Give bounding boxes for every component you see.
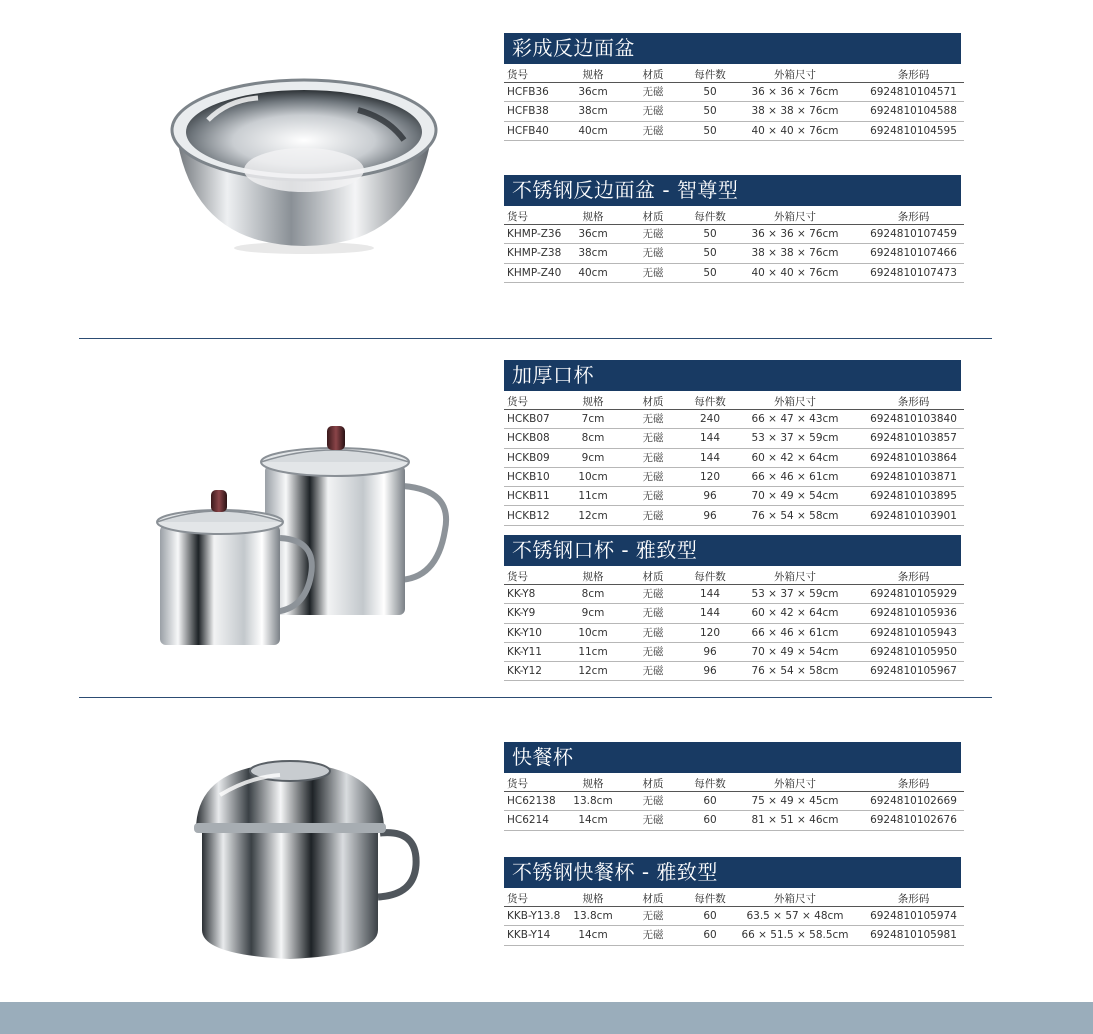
cell-item-no: HC6214	[504, 811, 573, 830]
section-divider	[79, 697, 992, 698]
header-item-no: 货号	[504, 391, 573, 410]
table-row	[504, 662, 964, 681]
cell-barcode: 6924810105929	[863, 585, 964, 604]
product-block-mug-yazhi	[504, 535, 961, 681]
cell-qty: 120	[693, 623, 727, 642]
cell-carton: 60 × 42 × 64cm	[727, 604, 863, 623]
product-block-basin-zhizun	[504, 175, 961, 283]
cell-barcode: 6924810103901	[863, 506, 964, 525]
cell-item-no: HCKB07	[504, 410, 573, 429]
header-barcode: 条形码	[863, 391, 964, 410]
cell-carton: 66 × 51.5 × 58.5cm	[727, 926, 863, 945]
cell-carton: 76 × 54 × 58cm	[727, 506, 863, 525]
header-material: 材质	[613, 773, 693, 792]
cell-material: 无磁	[613, 506, 693, 525]
cell-item-no: KHMP-Z38	[504, 244, 573, 263]
cell-barcode: 6924810104588	[863, 102, 964, 121]
spec-table	[504, 773, 964, 831]
cell-size: 10cm	[573, 623, 613, 642]
cell-material: 无磁	[613, 225, 693, 244]
cell-qty: 120	[693, 467, 727, 486]
cell-size: 13.8cm	[573, 907, 613, 926]
product-title: 不锈钢口杯 - 雅致型	[504, 535, 961, 566]
table-row	[504, 429, 964, 448]
spec-table	[504, 64, 964, 141]
header-qty: 每件数	[693, 888, 727, 907]
cell-carton: 53 × 37 × 59cm	[727, 429, 863, 448]
table-row	[504, 642, 964, 661]
cell-size: 14cm	[573, 811, 613, 830]
header-carton: 外箱尺寸	[727, 64, 863, 83]
cell-material: 无磁	[613, 604, 693, 623]
product-block-thick-mug	[504, 360, 961, 526]
cell-material: 无磁	[613, 121, 693, 140]
table-row	[504, 487, 964, 506]
spec-table	[504, 888, 964, 946]
table-row	[504, 926, 964, 945]
cell-carton: 38 × 38 × 76cm	[727, 244, 863, 263]
header-qty: 每件数	[693, 391, 727, 410]
cell-carton: 66 × 47 × 43cm	[727, 410, 863, 429]
cell-material: 无磁	[613, 263, 693, 282]
section-divider	[79, 338, 992, 339]
table-row	[504, 811, 964, 830]
lunch-cup-icon	[190, 755, 425, 970]
header-size: 规格	[573, 206, 613, 225]
table-row	[504, 506, 964, 525]
cell-material: 无磁	[613, 487, 693, 506]
cell-item-no: KKB-Y13.8	[504, 907, 573, 926]
cell-barcode: 6924810105936	[863, 604, 964, 623]
header-barcode: 条形码	[863, 566, 964, 585]
cell-item-no: HCKB10	[504, 467, 573, 486]
table-header-row	[504, 64, 964, 83]
table-row	[504, 585, 964, 604]
cell-size: 13.8cm	[573, 792, 613, 811]
cell-material: 无磁	[613, 467, 693, 486]
product-title: 不锈钢反边面盆 - 智尊型	[504, 175, 961, 206]
table-row	[504, 121, 964, 140]
product-block-basin	[504, 33, 961, 141]
cell-material: 无磁	[613, 448, 693, 467]
header-material: 材质	[613, 888, 693, 907]
cell-size: 7cm	[573, 410, 613, 429]
product-title: 彩成反边面盆	[504, 33, 961, 64]
cell-size: 38cm	[573, 102, 613, 121]
header-carton: 外箱尺寸	[727, 206, 863, 225]
footer-band	[0, 1002, 1093, 1034]
cell-material: 无磁	[613, 811, 693, 830]
header-qty: 每件数	[693, 773, 727, 792]
header-barcode: 条形码	[863, 773, 964, 792]
cell-size: 12cm	[573, 506, 613, 525]
cell-item-no: KK-Y8	[504, 585, 573, 604]
cell-material: 无磁	[613, 83, 693, 102]
table-row	[504, 604, 964, 623]
product-title: 快餐杯	[504, 742, 961, 773]
table-header-row	[504, 888, 964, 907]
table-row	[504, 225, 964, 244]
cell-material: 无磁	[613, 792, 693, 811]
cell-qty: 144	[693, 585, 727, 604]
cell-barcode: 6924810105974	[863, 907, 964, 926]
cell-barcode: 6924810102676	[863, 811, 964, 830]
product-block-lunch-cup-yazhi	[504, 857, 961, 946]
cell-size: 9cm	[573, 604, 613, 623]
cell-qty: 50	[693, 121, 727, 140]
header-material: 材质	[613, 206, 693, 225]
cell-item-no: KKB-Y14	[504, 926, 573, 945]
cell-item-no: HCFB40	[504, 121, 573, 140]
cell-material: 无磁	[613, 429, 693, 448]
table-header-row	[504, 566, 964, 585]
cell-carton: 36 × 36 × 76cm	[727, 225, 863, 244]
header-barcode: 条形码	[863, 64, 964, 83]
cell-size: 9cm	[573, 448, 613, 467]
cell-size: 12cm	[573, 662, 613, 681]
cell-carton: 40 × 40 × 76cm	[727, 121, 863, 140]
cell-item-no: HCKB09	[504, 448, 573, 467]
cell-material: 无磁	[613, 662, 693, 681]
cell-barcode: 6924810105981	[863, 926, 964, 945]
cell-barcode: 6924810105943	[863, 623, 964, 642]
table-row	[504, 448, 964, 467]
table-row	[504, 792, 964, 811]
cell-qty: 60	[693, 811, 727, 830]
cell-carton: 70 × 49 × 54cm	[727, 642, 863, 661]
cell-item-no: HCKB11	[504, 487, 573, 506]
table-row	[504, 410, 964, 429]
cell-barcode: 6924810103840	[863, 410, 964, 429]
cell-carton: 66 × 46 × 61cm	[727, 623, 863, 642]
cell-item-no: HCKB08	[504, 429, 573, 448]
cell-qty: 144	[693, 429, 727, 448]
cell-qty: 50	[693, 263, 727, 282]
header-item-no: 货号	[504, 773, 573, 792]
cell-item-no: HCKB12	[504, 506, 573, 525]
cell-material: 无磁	[613, 642, 693, 661]
table-row	[504, 623, 964, 642]
cell-barcode: 6924810105967	[863, 662, 964, 681]
cell-qty: 144	[693, 604, 727, 623]
cell-material: 无磁	[613, 410, 693, 429]
cell-barcode: 6924810103871	[863, 467, 964, 486]
cell-qty: 60	[693, 792, 727, 811]
cell-size: 11cm	[573, 487, 613, 506]
cell-item-no: KK-Y12	[504, 662, 573, 681]
cell-qty: 50	[693, 225, 727, 244]
header-qty: 每件数	[693, 206, 727, 225]
cell-carton: 75 × 49 × 45cm	[727, 792, 863, 811]
cell-qty: 240	[693, 410, 727, 429]
cell-carton: 53 × 37 × 59cm	[727, 585, 863, 604]
cell-size: 10cm	[573, 467, 613, 486]
cell-carton: 70 × 49 × 54cm	[727, 487, 863, 506]
header-material: 材质	[613, 566, 693, 585]
table-row	[504, 467, 964, 486]
cell-barcode: 6924810103857	[863, 429, 964, 448]
cell-material: 无磁	[613, 623, 693, 642]
header-carton: 外箱尺寸	[727, 566, 863, 585]
header-qty: 每件数	[693, 64, 727, 83]
cell-carton: 63.5 × 57 × 48cm	[727, 907, 863, 926]
header-item-no: 货号	[504, 888, 573, 907]
cell-carton: 66 × 46 × 61cm	[727, 467, 863, 486]
cell-material: 无磁	[613, 244, 693, 263]
spec-table	[504, 391, 964, 526]
product-title: 加厚口杯	[504, 360, 961, 391]
cell-item-no: HCFB36	[504, 83, 573, 102]
table-row	[504, 102, 964, 121]
cell-material: 无磁	[613, 926, 693, 945]
header-carton: 外箱尺寸	[727, 391, 863, 410]
cell-qty: 96	[693, 506, 727, 525]
table-header-row	[504, 391, 964, 410]
steel-mugs-icon	[155, 420, 455, 655]
table-row	[504, 83, 964, 102]
cell-material: 无磁	[613, 585, 693, 604]
header-size: 规格	[573, 391, 613, 410]
cell-carton: 60 × 42 × 64cm	[727, 448, 863, 467]
spec-table	[504, 566, 964, 681]
header-size: 规格	[573, 566, 613, 585]
header-material: 材质	[613, 64, 693, 83]
table-row	[504, 907, 964, 926]
table-row	[504, 244, 964, 263]
header-size: 规格	[573, 773, 613, 792]
cell-qty: 96	[693, 487, 727, 506]
table-header-row	[504, 206, 964, 225]
cell-barcode: 6924810103895	[863, 487, 964, 506]
cell-barcode: 6924810107473	[863, 263, 964, 282]
cell-barcode: 6924810107466	[863, 244, 964, 263]
cell-qty: 50	[693, 244, 727, 263]
product-title: 不锈钢快餐杯 - 雅致型	[504, 857, 961, 888]
steel-basin-icon	[168, 70, 440, 260]
cell-carton: 81 × 51 × 46cm	[727, 811, 863, 830]
cell-carton: 36 × 36 × 76cm	[727, 83, 863, 102]
header-barcode: 条形码	[863, 206, 964, 225]
cell-size: 40cm	[573, 263, 613, 282]
cell-size: 40cm	[573, 121, 613, 140]
cell-barcode: 6924810104595	[863, 121, 964, 140]
cell-item-no: KK-Y10	[504, 623, 573, 642]
cell-qty: 144	[693, 448, 727, 467]
header-item-no: 货号	[504, 206, 573, 225]
cell-item-no: KK-Y9	[504, 604, 573, 623]
cell-size: 11cm	[573, 642, 613, 661]
table-row	[504, 263, 964, 282]
cell-barcode: 6924810102669	[863, 792, 964, 811]
cell-qty: 50	[693, 102, 727, 121]
cell-material: 无磁	[613, 102, 693, 121]
product-block-lunch-cup	[504, 742, 961, 831]
cell-item-no: KHMP-Z36	[504, 225, 573, 244]
cell-size: 8cm	[573, 429, 613, 448]
cell-item-no: HCFB38	[504, 102, 573, 121]
header-qty: 每件数	[693, 566, 727, 585]
cell-size: 36cm	[573, 225, 613, 244]
cell-qty: 60	[693, 926, 727, 945]
cell-carton: 76 × 54 × 58cm	[727, 662, 863, 681]
header-size: 规格	[573, 888, 613, 907]
header-material: 材质	[613, 391, 693, 410]
table-header-row	[504, 773, 964, 792]
cell-size: 36cm	[573, 83, 613, 102]
cell-barcode: 6924810105950	[863, 642, 964, 661]
cell-qty: 96	[693, 642, 727, 661]
cell-barcode: 6924810107459	[863, 225, 964, 244]
cell-carton: 38 × 38 × 76cm	[727, 102, 863, 121]
header-carton: 外箱尺寸	[727, 888, 863, 907]
cell-qty: 60	[693, 907, 727, 926]
cell-qty: 50	[693, 83, 727, 102]
cell-size: 8cm	[573, 585, 613, 604]
cell-barcode: 6924810104571	[863, 83, 964, 102]
cell-material: 无磁	[613, 907, 693, 926]
header-item-no: 货号	[504, 566, 573, 585]
cell-carton: 40 × 40 × 76cm	[727, 263, 863, 282]
cell-barcode: 6924810103864	[863, 448, 964, 467]
cell-item-no: KHMP-Z40	[504, 263, 573, 282]
spec-table	[504, 206, 964, 283]
header-size: 规格	[573, 64, 613, 83]
cell-size: 14cm	[573, 926, 613, 945]
cell-item-no: KK-Y11	[504, 642, 573, 661]
cell-qty: 96	[693, 662, 727, 681]
header-carton: 外箱尺寸	[727, 773, 863, 792]
header-item-no: 货号	[504, 64, 573, 83]
cell-size: 38cm	[573, 244, 613, 263]
cell-item-no: HC62138	[504, 792, 573, 811]
header-barcode: 条形码	[863, 888, 964, 907]
